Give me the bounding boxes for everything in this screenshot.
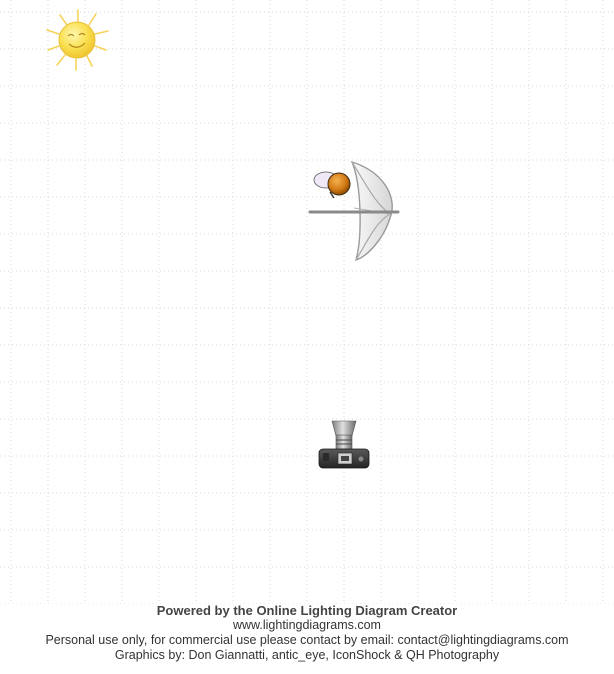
umbrella-strobe-icon[interactable]: [306, 158, 402, 264]
credits-text: Graphics by: Don Giannatti, antic_eye, IconShock & QH Photography: [114, 648, 500, 662]
powered-by-text: Powered by the Online Lighting Diagram Creator: [156, 603, 458, 618]
website-link[interactable]: www.lightingdiagrams.com: [233, 618, 381, 632]
sun-icon[interactable]: [40, 6, 116, 74]
footer: [0, 603, 614, 663]
camera-icon[interactable]: [316, 418, 372, 472]
license-text: Personal use only, for commercial use please contact by email: contact@lightingdiagrams.com: [45, 633, 569, 647]
